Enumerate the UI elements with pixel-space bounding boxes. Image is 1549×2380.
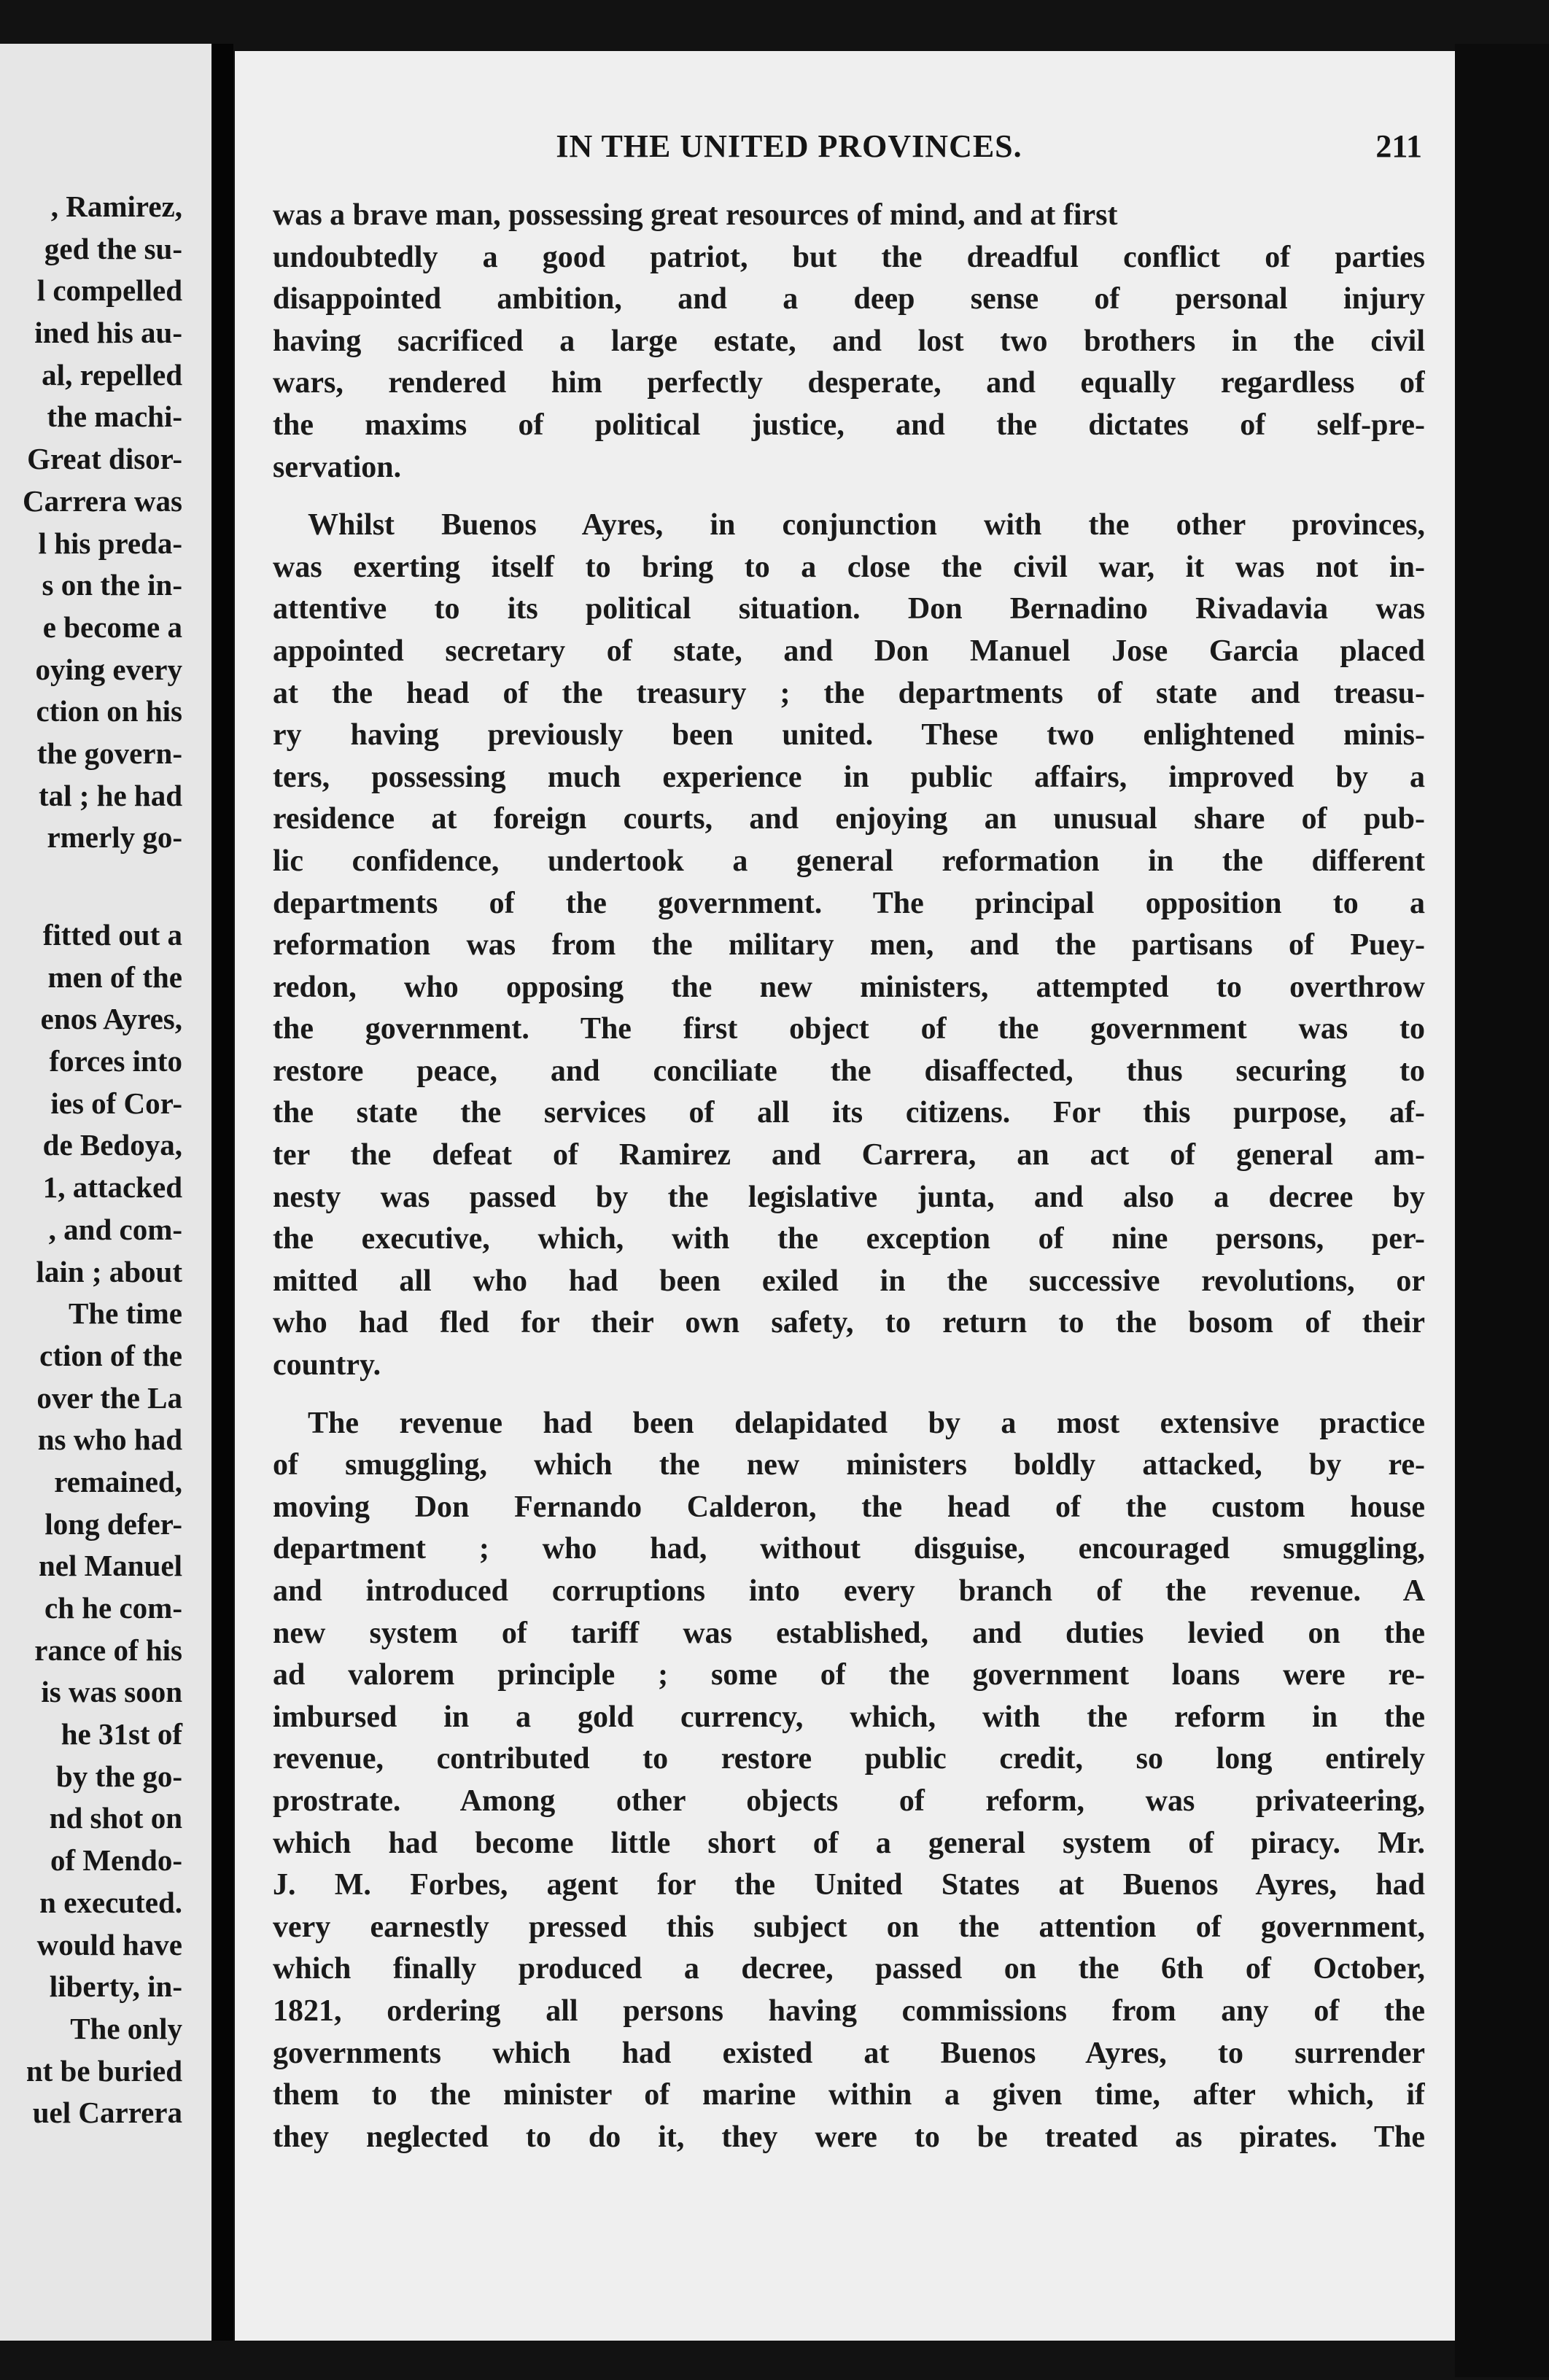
text-line: who had fled for their own safety, to return to the bosom of their bbox=[273, 1306, 1425, 1340]
text-line: the government. The first object of the government was to bbox=[273, 1012, 1425, 1046]
text-line: imbursed in a gold currency, which, with the reform in the bbox=[273, 1700, 1425, 1734]
facing-page-line: is was soon bbox=[41, 1675, 182, 1709]
facing-page-line: The only bbox=[70, 2011, 182, 2045]
facing-page-line: Great disor- bbox=[27, 442, 182, 476]
facing-page-line: al, repelled bbox=[42, 357, 182, 392]
text-line: servation. bbox=[273, 450, 402, 484]
facing-page-line: forces into bbox=[49, 1044, 182, 1078]
facing-page-line: ined his au- bbox=[34, 316, 182, 350]
facing-page-line: by the go- bbox=[55, 1759, 182, 1793]
facing-page-line: over the La bbox=[36, 1380, 182, 1415]
text-line: appointed secretary of state, and Don Manuel Jose Garcia placed bbox=[273, 634, 1425, 668]
text-line: departments of the government. The principal opposition to a bbox=[273, 886, 1425, 920]
facing-page-line: uel Carrera bbox=[32, 2096, 182, 2130]
facing-page-line: of Mendo- bbox=[50, 1843, 182, 1878]
text-line: reformation was from the military men, and the partisans of Puey- bbox=[273, 928, 1425, 962]
text-line: J. M. Forbes, agent for the United States at Buenos Ayres, had bbox=[273, 1868, 1425, 1902]
paragraph-gap bbox=[273, 489, 1425, 505]
facing-page-line: tal ; he had bbox=[38, 778, 182, 812]
text-line: they neglected to do it, they were to be treated as pirates. The bbox=[273, 2120, 1425, 2154]
text-line: was exerting itself to bring to a close the civil war, it was not in- bbox=[273, 550, 1425, 584]
facing-page-line: the machi- bbox=[47, 400, 182, 434]
text-line: ter the defeat of Ramirez and Carrera, an act of general am- bbox=[273, 1138, 1425, 1172]
text-line: residence at foreign courts, and enjoying an unusual share of pub- bbox=[273, 802, 1425, 836]
text-line: attentive to its political situation. Don Bernadino Rivadavia was bbox=[273, 592, 1425, 626]
text-line: The revenue had been delapidated by a most extensive practice bbox=[308, 1406, 1425, 1440]
text-line: governments which had existed at Buenos Ayres, to surrender bbox=[273, 2036, 1425, 2070]
text-line: new system of tariff was established, and duties levied on the bbox=[273, 1616, 1425, 1650]
facing-page-line bbox=[0, 859, 182, 914]
text-line: country. bbox=[273, 1348, 381, 1382]
text-line: very earnestly pressed this subject on the attention of government, bbox=[273, 1910, 1425, 1944]
facing-page-line: nel Manuel bbox=[38, 1549, 182, 1583]
facing-page-line: l compelled bbox=[36, 273, 182, 308]
facing-page-line: s on the in- bbox=[42, 568, 182, 602]
text-line: restore peace, and conciliate the disaffected, thus securing to bbox=[273, 1054, 1425, 1088]
facing-page-line: ction of the bbox=[39, 1338, 182, 1372]
text-line: at the head of the treasury ; the departments of state and treasu- bbox=[273, 676, 1425, 710]
paragraph bbox=[273, 1403, 1425, 2159]
text-line: them to the minister of marine within a given time, after which, if bbox=[273, 2078, 1425, 2112]
facing-page-line: the govern- bbox=[36, 736, 182, 770]
facing-page-line: de Bedoya, bbox=[42, 1128, 182, 1162]
facing-page-line: Carrera was bbox=[23, 483, 182, 518]
text-line: was a brave man, possessing great resources of mind, and at first bbox=[273, 198, 1118, 232]
facing-page-line: , and com- bbox=[48, 1212, 182, 1246]
facing-page-line: l his preda- bbox=[38, 526, 182, 560]
text-line: the state the services of all its citizens. For this purpose, af- bbox=[273, 1096, 1425, 1130]
facing-page-line: e become a bbox=[42, 610, 182, 644]
facing-page-text bbox=[0, 186, 182, 2134]
text-line: department ; who had, without disguise, encouraged smuggling, bbox=[273, 1532, 1425, 1566]
facing-page-line: oying every bbox=[35, 652, 182, 686]
text-line: of smuggling, which the new ministers boldly attacked, by re- bbox=[273, 1448, 1425, 1482]
facing-page-line: enos Ayres, bbox=[40, 1002, 182, 1036]
text-line: the executive, which, with the exception of nine persons, per- bbox=[273, 1222, 1425, 1256]
paragraph bbox=[273, 505, 1425, 1386]
text-line: ad valorem principle ; some of the government loans were re- bbox=[273, 1658, 1425, 1692]
facing-page-line: remained, bbox=[54, 1464, 182, 1498]
body-text bbox=[273, 195, 1425, 2158]
facing-page-line: ns who had bbox=[37, 1423, 182, 1457]
text-line: moving Don Fernando Calderon, the head of the custom house bbox=[273, 1490, 1425, 1524]
text-line: having sacrificed a large estate, and lost two brothers in the civil bbox=[273, 324, 1425, 358]
text-line: undoubtedly a good patriot, but the dreadful conflict of parties bbox=[273, 240, 1425, 274]
facing-page-line: , Ramirez, bbox=[50, 190, 182, 223]
text-line: wars, rendered him perfectly desperate, and equally regardless of bbox=[273, 366, 1425, 400]
text-line: ters, possessing much experience in public affairs, improved by a bbox=[273, 760, 1425, 794]
text-line: 1821, ordering all persons having commissions from any of the bbox=[273, 1994, 1425, 2028]
facing-page-line: nd shot on bbox=[49, 1801, 182, 1835]
text-line: mitted all who had been exiled in the successive revolutions, or bbox=[273, 1264, 1425, 1298]
text-line: ry having previously been united. These two enlightened minis- bbox=[273, 718, 1425, 752]
text-line: which finally produced a decree, passed on the 6th of October, bbox=[273, 1952, 1425, 1986]
facing-page-line: ch he com- bbox=[44, 1591, 182, 1625]
book-page bbox=[235, 51, 1496, 2341]
text-line: the maxims of political justice, and the dictates of self-pre- bbox=[273, 408, 1425, 442]
text-line: which had become little short of a general system of piracy. Mr. bbox=[273, 1826, 1425, 1860]
facing-page-line: nt be buried bbox=[26, 2053, 182, 2088]
facing-page-line: rmerly go- bbox=[47, 820, 182, 855]
facing-page-line: The time bbox=[69, 1296, 182, 1331]
facing-page-line: long defer- bbox=[44, 1506, 182, 1541]
text-line: prostrate. Among other objects of reform, was privateering, bbox=[273, 1784, 1425, 1818]
facing-page-line: lain ; about bbox=[36, 1254, 182, 1288]
text-line: Whilst Buenos Ayres, in conjunction with the other provinces, bbox=[308, 508, 1425, 542]
paragraph bbox=[273, 195, 1425, 489]
page-edge-shadow bbox=[1455, 44, 1549, 2377]
text-line: nesty was passed by the legislative junta, and also a decree by bbox=[273, 1180, 1425, 1214]
text-line: lic confidence, undertook a general reformation in the different bbox=[273, 844, 1425, 878]
facing-page-line: liberty, in- bbox=[49, 1969, 182, 2004]
text-line: and introduced corruptions into every branch of the revenue. A bbox=[273, 1574, 1425, 1608]
facing-page-line: men of the bbox=[47, 960, 182, 994]
facing-page-fragment bbox=[0, 44, 211, 2341]
page-number: 211 bbox=[1375, 128, 1422, 164]
book-gutter bbox=[211, 44, 233, 2341]
facing-page-line: rance of his bbox=[34, 1633, 182, 1667]
paragraph-gap bbox=[273, 1387, 1425, 1403]
facing-page-line: 1, attacked bbox=[42, 1170, 182, 1205]
facing-page-line: ction on his bbox=[36, 694, 182, 728]
facing-page-line: he 31st of bbox=[61, 1717, 182, 1751]
facing-page-line: n executed. bbox=[39, 1885, 182, 1919]
text-line: disappointed ambition, and a deep sense of personal injury bbox=[273, 282, 1425, 316]
text-line: revenue, contributed to restore public credit, so long entirely bbox=[273, 1742, 1425, 1776]
facing-page-line: ged the su- bbox=[44, 231, 182, 265]
facing-page-line: ies of Cor- bbox=[50, 1086, 182, 1120]
facing-page-line: would have bbox=[36, 1927, 182, 1961]
facing-page-line: fitted out a bbox=[42, 918, 182, 952]
text-line: redon, who opposing the new ministers, attempted to overthrow bbox=[273, 970, 1425, 1004]
running-head: IN THE UNITED PROVINCES. bbox=[556, 128, 1022, 164]
